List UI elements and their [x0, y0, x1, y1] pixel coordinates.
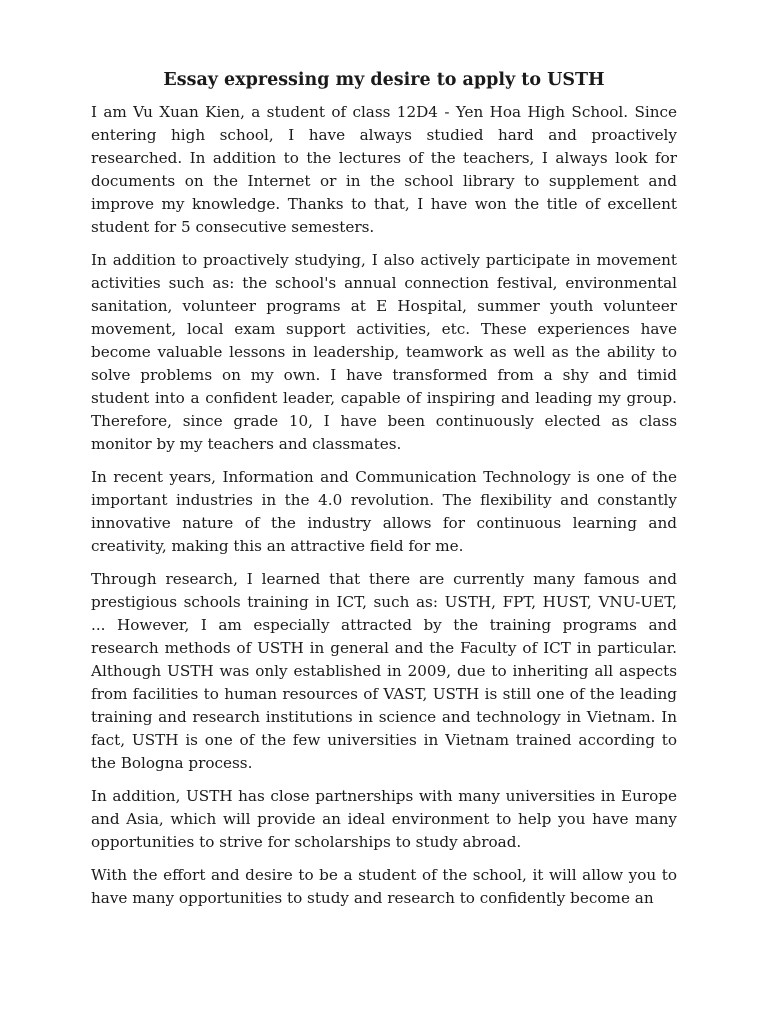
- essay-paragraph-2: In addition to proactively studying, I also actively participate in movement activities such as: the school's annual connection festival, environmental sanitation, volunteer programs at E Hospital, summer youth volunteer movement, local exam support activities, etc. These experiences have become valuable lessons in leadership, teamwork as well as the ability to solve problems on my own. I have transformed from a shy and timid student into a confident leader, capable of inspiring and leading my group. Therefore, since grade 10, I have been continuously elected as class monitor by my teachers and classmates.: [91, 251, 677, 453]
- essay-title: Essay expressing my desire to apply to USTH: [163, 70, 605, 90]
- essay-paragraph-3: In recent years, Information and Communication Technology is one of the important industries in the 4.0 revolution. The flexibility and constantly innovative nature of the industry allows for continuous learning and creativity, making this an attractive field for me.: [91, 468, 677, 555]
- essay-paragraph-5: In addition, USTH has close partnerships with many universities in Europe and Asia, which will provide an ideal environment to help you have many opportunities to strive for scholarships to study abroad.: [91, 787, 677, 851]
- essay-paragraph-6: With the effort and desire to be a student of the school, it will allow you to have many opportunities to study and research to confidently become an: [91, 866, 677, 907]
- essay-paragraph-1: I am Vu Xuan Kien, a student of class 12D4 - Yen Hoa High School. Since entering high school, I have always studied hard and proactively researched. In addition to the lectures of the teachers, I always look for documents on the Internet or in the school library to supplement and improve my knowledge. Thanks to that, I have won the title of excellent student for 5 consecutive semesters.: [91, 103, 677, 236]
- essay-paragraph-4: Through research, I learned that there are currently many famous and prestigious schools training in ICT, such as: USTH, FPT, HUST, VNU-UET, ... However, I am especially attracted by the training programs and research methods of USTH in general and the Faculty of ICT in particular. Although USTH was only established in 2009, due to inheriting all aspects from facilities to human resources of VAST, USTH is still one of the leading training and research institutions in science and technology in Vietnam. In fact, USTH is one of the few universities in Vietnam trained according to the Bologna process.: [91, 570, 677, 772]
- essay-body: [91, 66, 677, 920]
